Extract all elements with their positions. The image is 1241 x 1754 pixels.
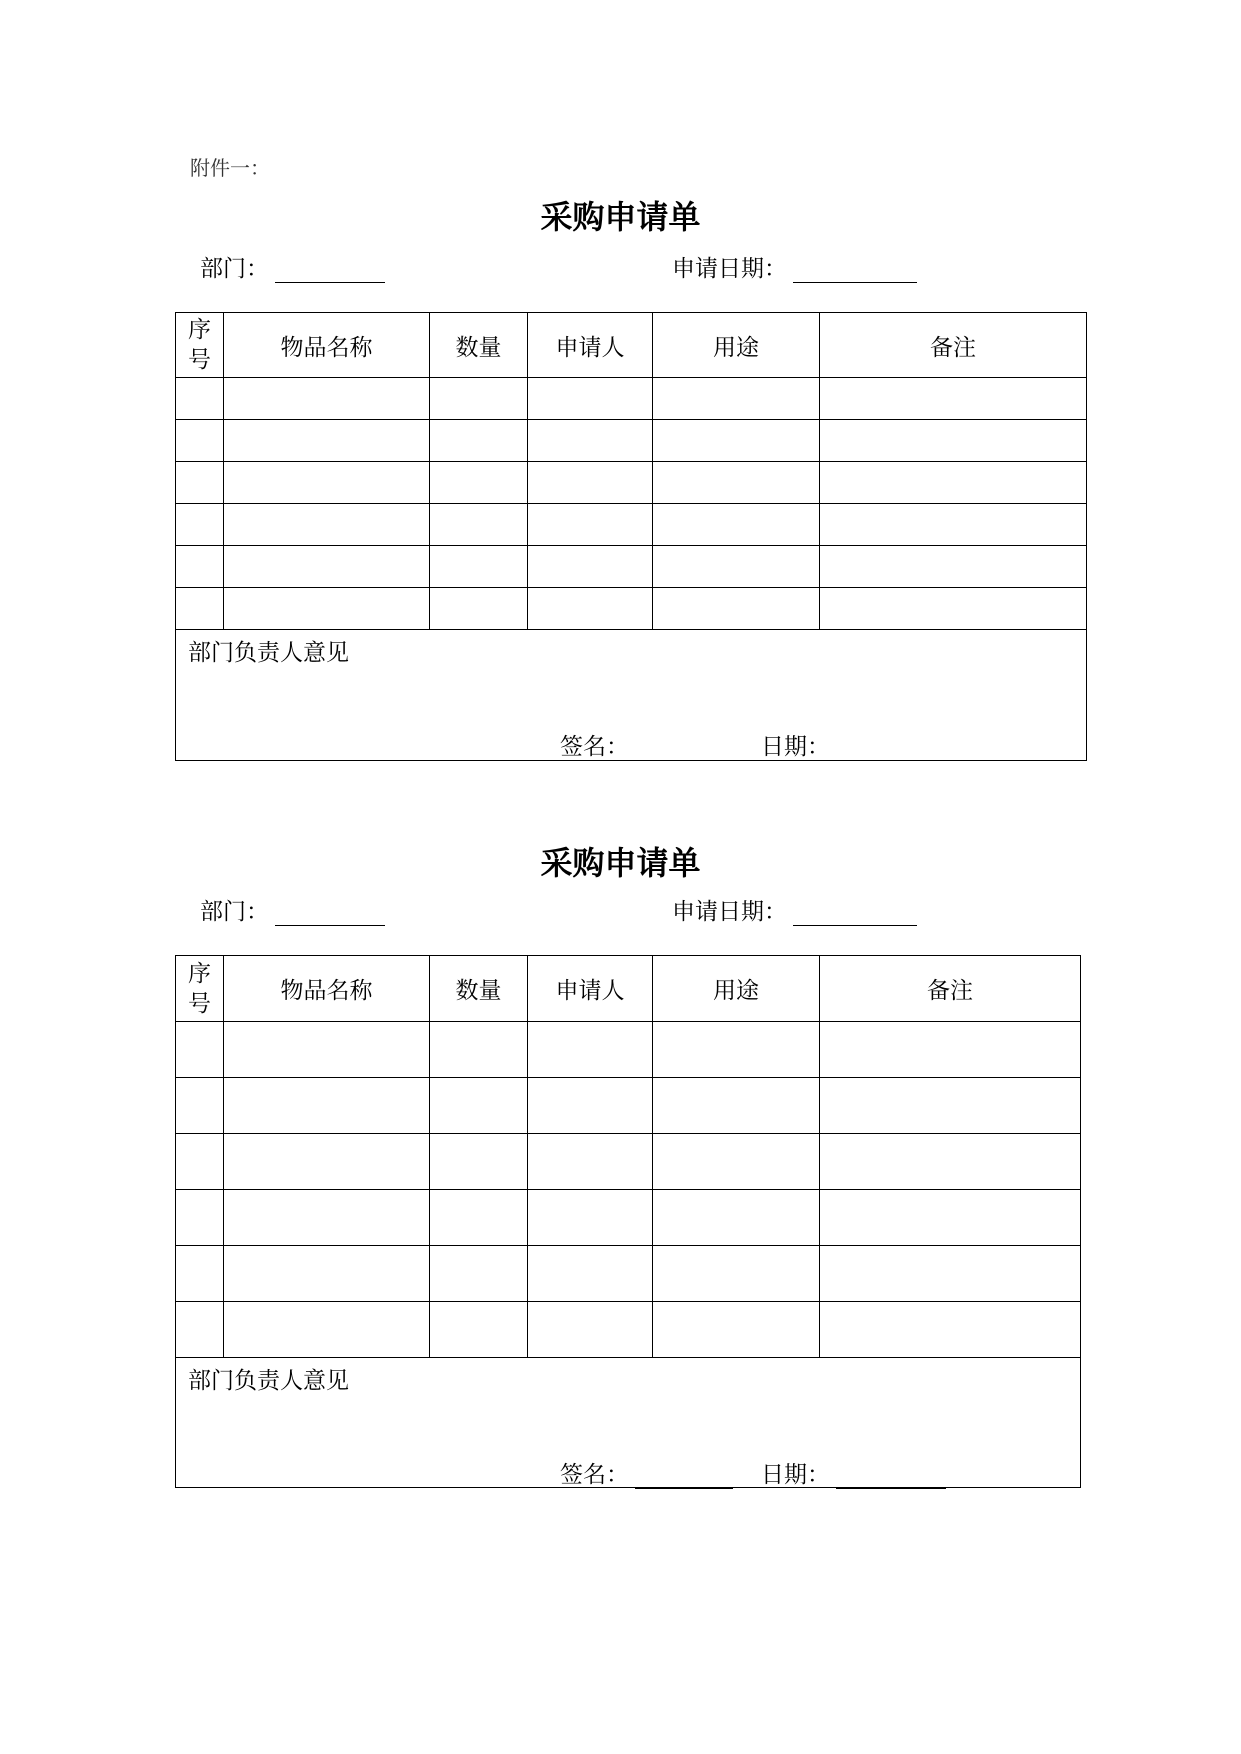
cell[interactable] [653,588,820,630]
header-purpose: 用途 [653,313,820,378]
department-label: 部门： [200,899,269,925]
cell[interactable] [653,1134,820,1190]
cell[interactable] [528,546,653,588]
cell[interactable] [820,378,1087,420]
signature-field [560,1456,733,1489]
opinion-row [176,1358,1081,1488]
signature-input-line[interactable] [635,1464,733,1489]
department-input-line[interactable] [275,258,385,283]
header-seq: 序 号 [176,956,224,1022]
table-row [176,1246,1081,1302]
cell[interactable] [820,420,1087,462]
cell[interactable] [528,420,653,462]
table-row [176,504,1087,546]
cell[interactable] [430,1246,528,1302]
cell[interactable] [430,588,528,630]
cell[interactable] [430,1302,528,1358]
department-label: 部门： [200,256,269,282]
cell[interactable] [176,1190,224,1246]
cell[interactable] [176,1078,224,1134]
cell[interactable] [224,462,430,504]
table-header-row [176,313,1087,378]
sign-date-label: 日期： [761,734,830,760]
header-item-name: 物品名称 [224,313,430,378]
cell[interactable] [528,588,653,630]
header-quantity: 数量 [430,313,528,378]
cell[interactable] [820,462,1087,504]
cell[interactable] [528,462,653,504]
cell[interactable] [820,1078,1081,1134]
cell[interactable] [224,420,430,462]
signature-input-line[interactable] [635,736,733,761]
cell[interactable] [176,1134,224,1190]
cell[interactable] [820,1302,1081,1358]
cell[interactable] [176,504,224,546]
table-row [176,1078,1081,1134]
table-row [176,1302,1081,1358]
cell[interactable] [430,1022,528,1078]
cell[interactable] [430,462,528,504]
apply-date-input-line[interactable] [793,901,917,926]
form-title: 采购申请单 [540,844,701,882]
cell[interactable] [224,1190,430,1246]
table-row [176,1134,1081,1190]
department-field [200,893,385,926]
header-applicant: 申请人 [528,313,653,378]
cell[interactable] [653,462,820,504]
cell[interactable] [176,378,224,420]
opinion-label: 部门负责人意见 [188,640,349,666]
cell[interactable] [528,504,653,546]
cell[interactable] [224,378,430,420]
cell[interactable] [224,546,430,588]
header-quantity: 数量 [430,956,528,1022]
cell[interactable] [430,420,528,462]
sign-date-label: 日期： [761,1462,830,1488]
cell[interactable] [820,546,1087,588]
purchase-request-table [175,955,1081,1488]
header-seq: 序 号 [176,313,224,378]
cell[interactable] [176,1246,224,1302]
cell[interactable] [653,420,820,462]
cell[interactable] [224,1078,430,1134]
table-row [176,1190,1081,1246]
cell[interactable] [820,1246,1081,1302]
apply-date-field [672,250,917,283]
signature-field [560,728,733,761]
department-input-line[interactable] [275,901,385,926]
cell[interactable] [176,1302,224,1358]
cell[interactable] [430,1078,528,1134]
cell[interactable] [653,504,820,546]
table-header-row [176,956,1081,1022]
form-title: 采购申请单 [540,198,701,236]
header-purpose: 用途 [653,956,820,1022]
cell[interactable] [653,378,820,420]
signature-label: 签名： [560,734,629,760]
header-item-name: 物品名称 [224,956,430,1022]
cell[interactable] [176,588,224,630]
purchase-request-table [175,312,1087,761]
cell[interactable] [224,504,430,546]
apply-date-field [672,893,917,926]
apply-date-label: 申请日期： [672,899,787,925]
opinion-cell[interactable] [176,630,1087,761]
table-row [176,420,1087,462]
cell[interactable] [820,1190,1081,1246]
cell[interactable] [176,420,224,462]
cell[interactable] [224,1134,430,1190]
cell[interactable] [430,378,528,420]
cell[interactable] [528,1302,653,1358]
cell[interactable] [176,1022,224,1078]
table-row [176,588,1087,630]
apply-date-label: 申请日期： [672,256,787,282]
header-remarks: 备注 [820,313,1087,378]
apply-date-input-line[interactable] [793,258,917,283]
department-field [200,250,385,283]
table-row [176,378,1087,420]
opinion-label: 部门负责人意见 [188,1368,349,1394]
cell[interactable] [653,1302,820,1358]
table-row [176,462,1087,504]
cell[interactable] [430,504,528,546]
header-applicant: 申请人 [528,956,653,1022]
sign-date-input-line[interactable] [836,1464,946,1489]
cell[interactable] [653,1022,820,1078]
cell[interactable] [224,588,430,630]
cell[interactable] [528,1246,653,1302]
cell[interactable] [820,504,1087,546]
cell[interactable] [224,1302,430,1358]
table-row [176,546,1087,588]
cell[interactable] [528,1078,653,1134]
cell[interactable] [528,378,653,420]
table-row [176,1022,1081,1078]
opinion-row [176,630,1087,761]
cell[interactable] [430,546,528,588]
cell[interactable] [528,1190,653,1246]
cell[interactable] [820,1134,1081,1190]
attachment-label: 附件一： [190,156,270,180]
cell[interactable] [430,1134,528,1190]
cell[interactable] [430,1190,528,1246]
cell[interactable] [653,546,820,588]
signature-label: 签名： [560,1462,629,1488]
cell[interactable] [820,1022,1081,1078]
cell[interactable] [653,1190,820,1246]
sign-date-field [761,1456,946,1489]
cell[interactable] [528,1134,653,1190]
cell[interactable] [176,546,224,588]
cell[interactable] [820,588,1087,630]
opinion-cell[interactable] [176,1358,1081,1488]
cell[interactable] [224,1022,430,1078]
sign-date-input-line[interactable] [836,736,946,761]
header-remarks: 备注 [820,956,1081,1022]
cell[interactable] [653,1078,820,1134]
cell[interactable] [653,1246,820,1302]
cell[interactable] [528,1022,653,1078]
cell[interactable] [224,1246,430,1302]
cell[interactable] [176,462,224,504]
sign-date-field [761,728,946,761]
